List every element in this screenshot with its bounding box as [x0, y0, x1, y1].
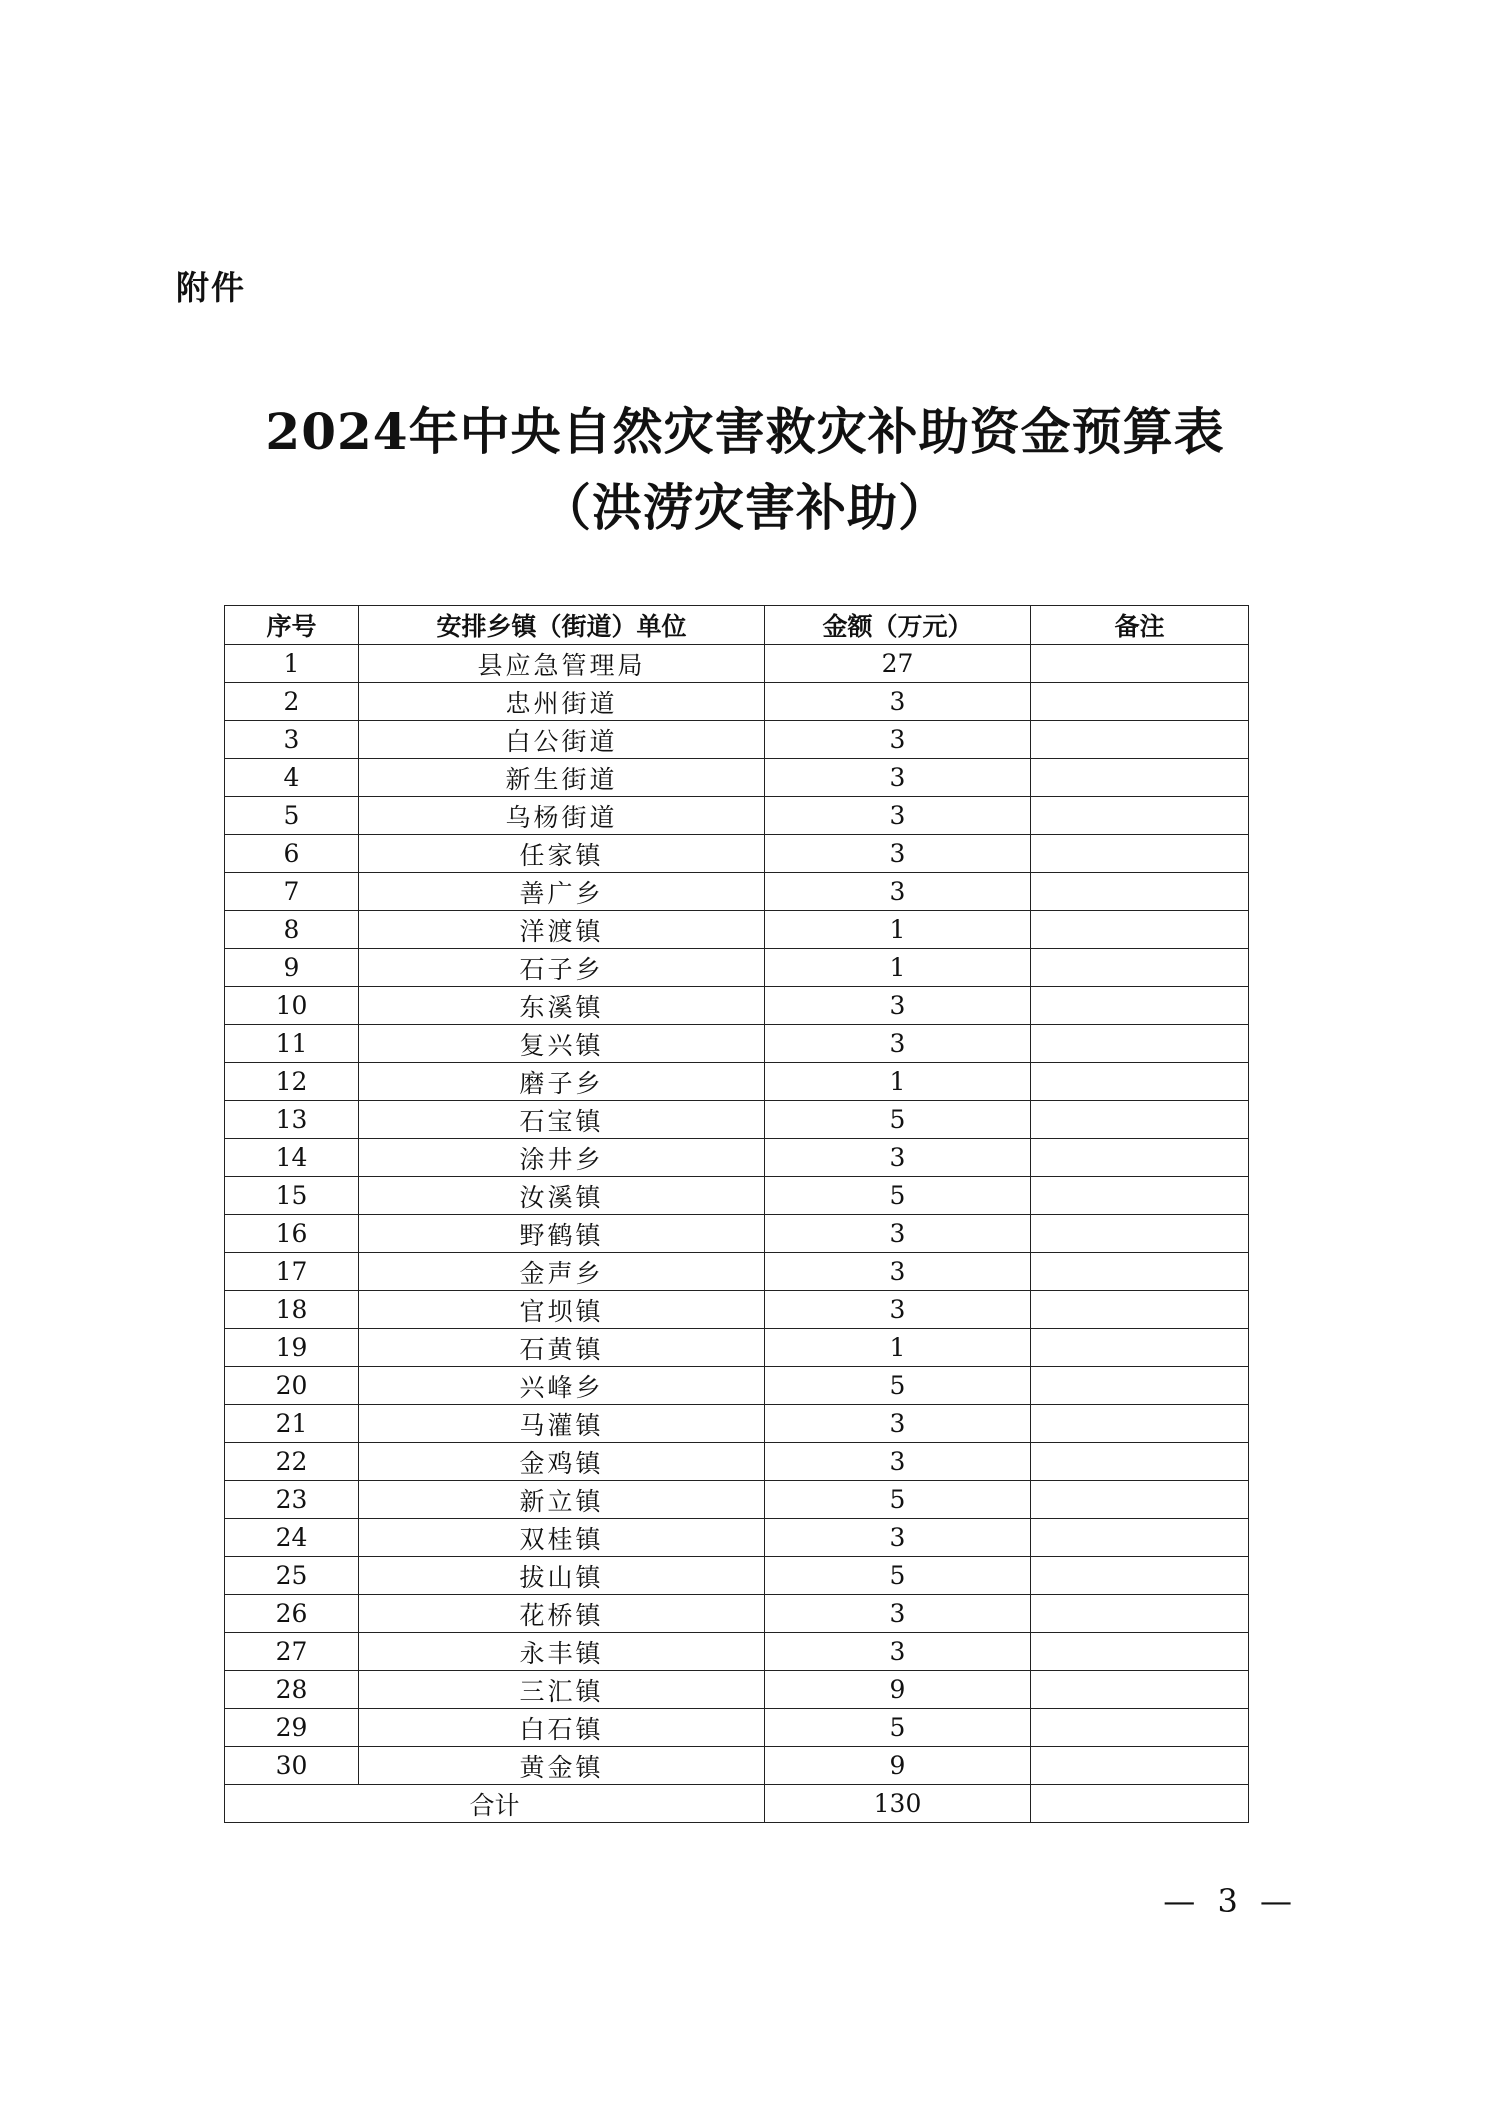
row-unit-cell: 石黄镇 — [359, 1329, 765, 1367]
row-index-cell: 10 — [225, 987, 359, 1025]
row-unit-cell: 乌杨街道 — [359, 797, 765, 835]
row-remark-cell — [1031, 721, 1249, 759]
row-unit-cell: 任家镇 — [359, 835, 765, 873]
table-row — [225, 1139, 1249, 1177]
row-index-cell: 12 — [225, 1063, 359, 1101]
table-row — [225, 1101, 1249, 1139]
row-unit-cell: 石宝镇 — [359, 1101, 765, 1139]
row-remark-cell — [1031, 1253, 1249, 1291]
row-unit-cell: 石子乡 — [359, 949, 765, 987]
row-remark-cell — [1031, 1481, 1249, 1519]
table-row — [225, 1443, 1249, 1481]
row-index-cell: 15 — [225, 1177, 359, 1215]
row-unit-cell: 双桂镇 — [359, 1519, 765, 1557]
total-remark — [1031, 1785, 1249, 1823]
row-remark-cell — [1031, 1139, 1249, 1177]
row-unit-cell: 马灌镇 — [359, 1405, 765, 1443]
row-unit-cell: 涂井乡 — [359, 1139, 765, 1177]
table-row — [225, 1177, 1249, 1215]
row-index-cell: 2 — [225, 683, 359, 721]
table-row — [225, 1329, 1249, 1367]
table-row — [225, 1253, 1249, 1291]
row-remark-cell — [1031, 1101, 1249, 1139]
row-index-cell: 27 — [225, 1633, 359, 1671]
table-row — [225, 1405, 1249, 1443]
row-remark-cell — [1031, 835, 1249, 873]
row-amount-cell: 3 — [765, 1405, 1031, 1443]
table-row — [225, 1367, 1249, 1405]
table-row — [225, 1709, 1249, 1747]
row-amount-cell: 3 — [765, 759, 1031, 797]
row-unit-cell: 洋渡镇 — [359, 911, 765, 949]
row-unit-cell: 金声乡 — [359, 1253, 765, 1291]
row-index-cell: 13 — [225, 1101, 359, 1139]
row-unit-cell: 磨子乡 — [359, 1063, 765, 1101]
row-remark-cell — [1031, 1367, 1249, 1405]
row-amount-cell: 1 — [765, 949, 1031, 987]
row-unit-cell: 永丰镇 — [359, 1633, 765, 1671]
row-amount-cell: 3 — [765, 1443, 1031, 1481]
row-remark-cell — [1031, 1557, 1249, 1595]
row-unit-cell: 黄金镇 — [359, 1747, 765, 1785]
row-remark-cell — [1031, 873, 1249, 911]
table-row — [225, 1481, 1249, 1519]
row-amount-cell: 3 — [765, 1519, 1031, 1557]
row-unit-cell: 白公街道 — [359, 721, 765, 759]
total-label: 合计 — [225, 1785, 765, 1823]
row-index-cell: 5 — [225, 797, 359, 835]
row-amount-cell: 1 — [765, 1329, 1031, 1367]
row-remark-cell — [1031, 1329, 1249, 1367]
row-index-cell: 26 — [225, 1595, 359, 1633]
row-unit-cell: 野鹤镇 — [359, 1215, 765, 1253]
row-unit-cell: 拔山镇 — [359, 1557, 765, 1595]
page-number: — 3 — — [1163, 1882, 1298, 1920]
row-remark-cell — [1031, 645, 1249, 683]
row-unit-cell: 三汇镇 — [359, 1671, 765, 1709]
table-row — [225, 1215, 1249, 1253]
total-amount: 130 — [765, 1785, 1031, 1823]
table-row — [225, 1633, 1249, 1671]
row-index-cell: 3 — [225, 721, 359, 759]
row-index-cell: 25 — [225, 1557, 359, 1595]
row-index-cell: 8 — [225, 911, 359, 949]
row-index-cell: 4 — [225, 759, 359, 797]
row-amount-cell: 3 — [765, 721, 1031, 759]
header-remark: 备注 — [1031, 606, 1249, 645]
row-amount-cell: 3 — [765, 683, 1031, 721]
row-remark-cell — [1031, 1671, 1249, 1709]
row-index-cell: 20 — [225, 1367, 359, 1405]
row-index-cell: 22 — [225, 1443, 359, 1481]
row-unit-cell: 复兴镇 — [359, 1025, 765, 1063]
table-row — [225, 1595, 1249, 1633]
total-row — [225, 1785, 1249, 1823]
row-amount-cell: 5 — [765, 1101, 1031, 1139]
row-remark-cell — [1031, 683, 1249, 721]
row-remark-cell — [1031, 911, 1249, 949]
row-index-cell: 7 — [225, 873, 359, 911]
row-remark-cell — [1031, 1215, 1249, 1253]
row-remark-cell — [1031, 1177, 1249, 1215]
row-unit-cell: 兴峰乡 — [359, 1367, 765, 1405]
table-body — [225, 645, 1249, 1785]
row-index-cell: 18 — [225, 1291, 359, 1329]
budget-table — [224, 605, 1249, 1823]
table-row — [225, 645, 1249, 683]
table-row — [225, 721, 1249, 759]
table-row — [225, 835, 1249, 873]
row-index-cell: 19 — [225, 1329, 359, 1367]
row-amount-cell: 3 — [765, 835, 1031, 873]
row-amount-cell: 3 — [765, 1139, 1031, 1177]
table-row — [225, 1747, 1249, 1785]
row-unit-cell: 忠州街道 — [359, 683, 765, 721]
row-unit-cell: 汝溪镇 — [359, 1177, 765, 1215]
row-unit-cell: 金鸡镇 — [359, 1443, 765, 1481]
header-index: 序号 — [225, 606, 359, 645]
row-unit-cell: 官坝镇 — [359, 1291, 765, 1329]
row-index-cell: 28 — [225, 1671, 359, 1709]
row-remark-cell — [1031, 1063, 1249, 1101]
row-amount-cell: 3 — [765, 797, 1031, 835]
row-unit-cell: 东溪镇 — [359, 987, 765, 1025]
row-remark-cell — [1031, 1519, 1249, 1557]
table-row — [225, 759, 1249, 797]
document-subtitle: （洪涝灾害补助） — [541, 478, 949, 537]
table-row — [225, 1557, 1249, 1595]
row-unit-cell: 县应急管理局 — [359, 645, 765, 683]
row-index-cell: 30 — [225, 1747, 359, 1785]
row-remark-cell — [1031, 1633, 1249, 1671]
row-amount-cell: 1 — [765, 911, 1031, 949]
row-amount-cell: 27 — [765, 645, 1031, 683]
header-unit: 安排乡镇（街道）单位 — [359, 606, 765, 645]
table-row — [225, 987, 1249, 1025]
row-amount-cell: 1 — [765, 1063, 1031, 1101]
row-remark-cell — [1031, 1291, 1249, 1329]
row-index-cell: 6 — [225, 835, 359, 873]
row-amount-cell: 9 — [765, 1671, 1031, 1709]
row-unit-cell: 新生街道 — [359, 759, 765, 797]
row-amount-cell: 3 — [765, 1595, 1031, 1633]
table-row — [225, 911, 1249, 949]
table-header-row — [225, 606, 1249, 645]
row-index-cell: 9 — [225, 949, 359, 987]
row-remark-cell — [1031, 987, 1249, 1025]
row-index-cell: 17 — [225, 1253, 359, 1291]
row-amount-cell: 5 — [765, 1709, 1031, 1747]
table-row — [225, 1291, 1249, 1329]
row-index-cell: 16 — [225, 1215, 359, 1253]
row-unit-cell: 白石镇 — [359, 1709, 765, 1747]
table-row — [225, 797, 1249, 835]
row-index-cell: 21 — [225, 1405, 359, 1443]
row-remark-cell — [1031, 1443, 1249, 1481]
table-row — [225, 1519, 1249, 1557]
row-amount-cell: 3 — [765, 1253, 1031, 1291]
row-amount-cell: 5 — [765, 1481, 1031, 1519]
row-amount-cell: 5 — [765, 1177, 1031, 1215]
row-amount-cell: 3 — [765, 873, 1031, 911]
table-row — [225, 683, 1249, 721]
row-amount-cell: 3 — [765, 1291, 1031, 1329]
row-remark-cell — [1031, 759, 1249, 797]
row-amount-cell: 5 — [765, 1557, 1031, 1595]
header-amount: 金额（万元） — [765, 606, 1031, 645]
row-amount-cell: 3 — [765, 1025, 1031, 1063]
table-row — [225, 1063, 1249, 1101]
document-title: 2024年中央自然灾害救灾补助资金预算表 — [265, 402, 1225, 461]
row-remark-cell — [1031, 1709, 1249, 1747]
row-remark-cell — [1031, 1747, 1249, 1785]
row-remark-cell — [1031, 949, 1249, 987]
row-index-cell: 24 — [225, 1519, 359, 1557]
row-amount-cell: 3 — [765, 1633, 1031, 1671]
row-amount-cell: 5 — [765, 1367, 1031, 1405]
row-amount-cell: 3 — [765, 1215, 1031, 1253]
row-index-cell: 11 — [225, 1025, 359, 1063]
row-remark-cell — [1031, 1595, 1249, 1633]
row-remark-cell — [1031, 1405, 1249, 1443]
row-unit-cell: 善广乡 — [359, 873, 765, 911]
row-unit-cell: 新立镇 — [359, 1481, 765, 1519]
row-index-cell: 29 — [225, 1709, 359, 1747]
row-remark-cell — [1031, 1025, 1249, 1063]
table-row — [225, 1025, 1249, 1063]
row-index-cell: 1 — [225, 645, 359, 683]
row-index-cell: 23 — [225, 1481, 359, 1519]
attachment-label: 附件 — [176, 268, 246, 307]
row-remark-cell — [1031, 797, 1249, 835]
row-amount-cell: 9 — [765, 1747, 1031, 1785]
table-row — [225, 1671, 1249, 1709]
row-amount-cell: 3 — [765, 987, 1031, 1025]
row-unit-cell: 花桥镇 — [359, 1595, 765, 1633]
table-row — [225, 949, 1249, 987]
row-index-cell: 14 — [225, 1139, 359, 1177]
table-row — [225, 873, 1249, 911]
